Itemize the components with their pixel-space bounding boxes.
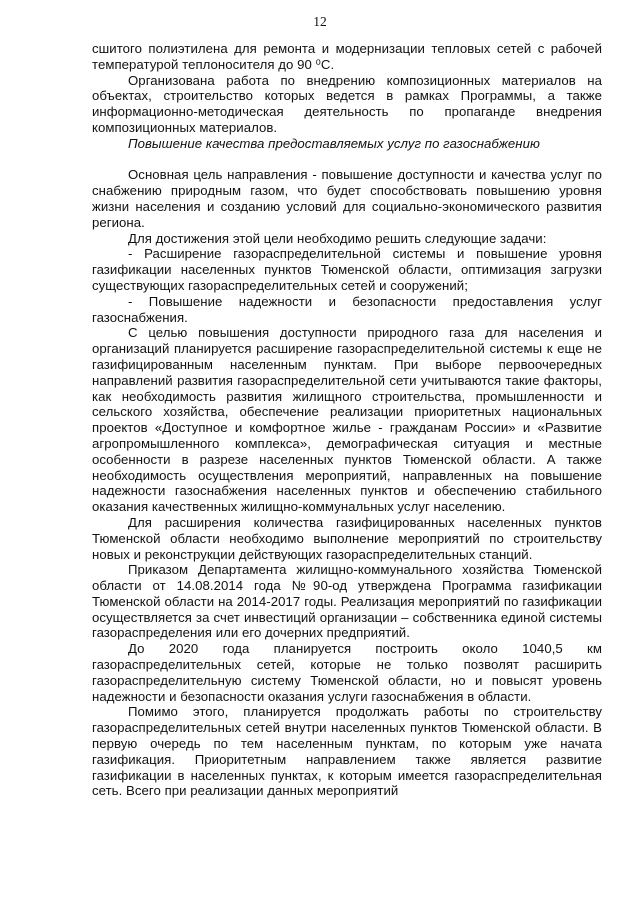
paragraph: Организована работа по внедрению композиционных материалов на объектах, строительство которых ведется в рамках Программы, а также информационно-методическая деятельность по пропаганде внедрения композиционных материалов.	[92, 72, 602, 135]
paragraph: Приказом Департамента жилищно-коммунального хозяйства Тюменской области от 14.08.2014 года №90-од утверждена Программа газификации Тюменской области на 2014-2017 годы. Реализация мероприятий по газификации осуществляется за счет инвестиций организации – собственника единой системы газораспределения или его дочерних предприятий.	[92, 562, 602, 641]
list-item: - Повышение надежности и безопасности предоставления услуг газоснабжения.	[92, 293, 602, 325]
paragraph: Основная цель направления - повышение доступности и качества услуг по снабжению природным газом, что будет способствовать повышению уровня жизни населения и созданию условий для социально-экономического развития региона.	[92, 167, 602, 230]
page-number: 12	[313, 14, 327, 29]
paragraph: Для расширения количества газифицированных населенных пунктов Тюменской области необходимо выполнение мероприятий по строительству новых и реконструкции действующих газораспределительных станций.	[92, 514, 602, 562]
paragraph: сшитого полиэтилена для ремонта и модернизации тепловых сетей с рабочей температурой теплоносителя до 90 ⁰С.	[92, 41, 602, 72]
section-heading: Повышение качества предоставляемых услуг по газоснабжению	[128, 135, 540, 151]
paragraph: До 2020 года планируется построить около 1040,5 км газораспределительных сетей, которые не только позволят расширить газораспределительную систему Тюменской области, но и повысят уровень надежности и безопасности оказания услуги газоснабжения в области.	[92, 641, 602, 704]
list-item: - Расширение газораспределительной системы и повышение уровня газификации населенных пунктов Тюменской области, оптимизация загрузки существующих газораспределительных сетей и сооружений;	[92, 246, 602, 293]
paragraph: Для достижения этой цели необходимо решить следующие задачи:	[128, 230, 547, 246]
document-body	[92, 41, 602, 799]
paragraph: Помимо этого, планируется продолжать работы по строительству газораспределительных сетей внутри населенных пунктов Тюменской области. В первую очередь по тем населенным пунктам, по которым уже начата газификация. Приоритетным направлением также является развитие газификации в населенных пунктах, к которым имеется газораспределительная сеть. Всего при реализации данных мероприятий	[92, 704, 602, 799]
paragraph: С целью повышения доступности природного газа для населения и организаций планируется расширение газораспределительной системы к еще не газифицированным населенным пунктам. При выборе первоочередных направлений развития газораспределительной сети учитываются такие факторы, как необходимость развития жилищного строительства, промышленности и сельского хозяйства, обеспечение реализации приоритетных национальных проектов «Доступное и комфортное жилье - гражданам России» и «Развитие агропромышленного комплекса», демографическая ситуация и местные особенности в разрезе населенных пунктов Тюменской области. А также необходимость осуществления мероприятий, направленных на повышение надежности газоснабжения населенных пунктов и обеспечению стабильного оказания качественных жилищно-коммунальных услуг населению.	[92, 325, 602, 515]
